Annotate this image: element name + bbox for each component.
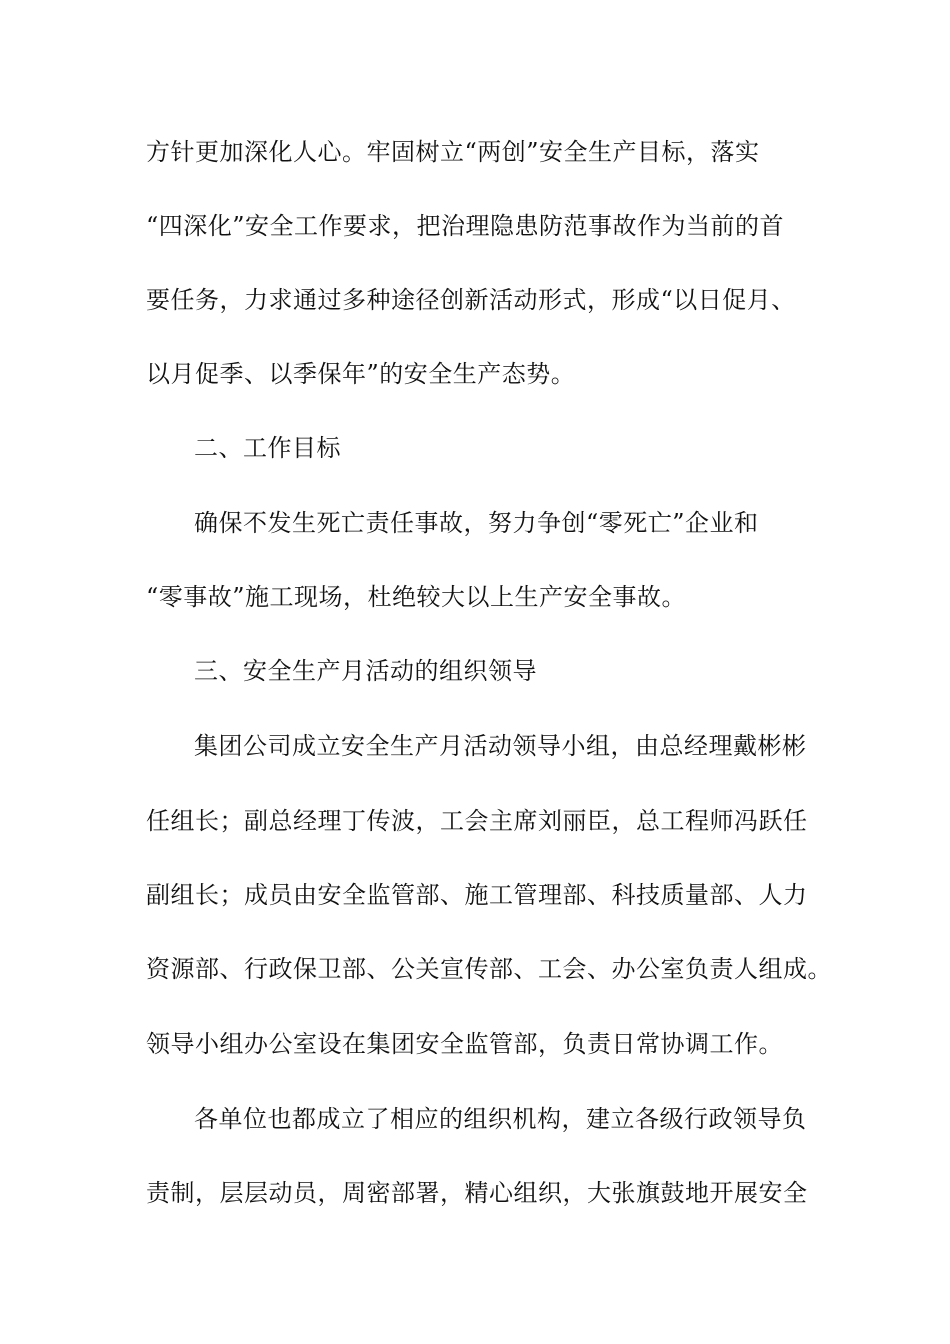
paragraph-line: 集团公司成立安全生产月活动领导小组，由总经理戴彬彬	[194, 732, 807, 760]
paragraph-line: 方针更加深化人心。牢固树立“两创”安全生产目标，落实	[146, 138, 760, 166]
section-heading: 二、工作目标	[194, 434, 341, 462]
paragraph-line: 资源部、行政保卫部、公关宣传部、工会、办公室负责人组成。	[146, 955, 832, 983]
paragraph-line: 各单位也都成立了相应的组织机构，建立各级行政领导负	[194, 1105, 807, 1133]
paragraph-line: 任组长；副总经理丁传波，工会主席刘丽臣，总工程师冯跃任	[146, 807, 808, 835]
paragraph-line: “四深化”安全工作要求，把治理隐患防范事故作为当前的首	[146, 212, 785, 240]
paragraph-line: 领导小组办公室设在集团安全监管部，负责日常协调工作。	[146, 1030, 783, 1058]
paragraph-line: 要任务，力求通过多种途径创新活动形式，形成“以日促月、	[146, 286, 796, 314]
paragraph-line: 责制，层层动员，周密部署，精心组织，大张旗鼓地开展安全	[146, 1179, 808, 1207]
paragraph-line: 确保不发生死亡责任事故，努力争创“零死亡”企业和	[194, 509, 759, 537]
paragraph-line: “零事故”施工现场，杜绝较大以上生产安全事故。	[146, 583, 687, 611]
section-heading: 三、安全生产月活动的组织领导	[194, 657, 537, 685]
paragraph-line: 以月促季、以季保年”的安全生产态势。	[146, 360, 576, 388]
paragraph-line: 副组长；成员由安全监管部、施工管理部、科技质量部、人力	[146, 881, 808, 909]
